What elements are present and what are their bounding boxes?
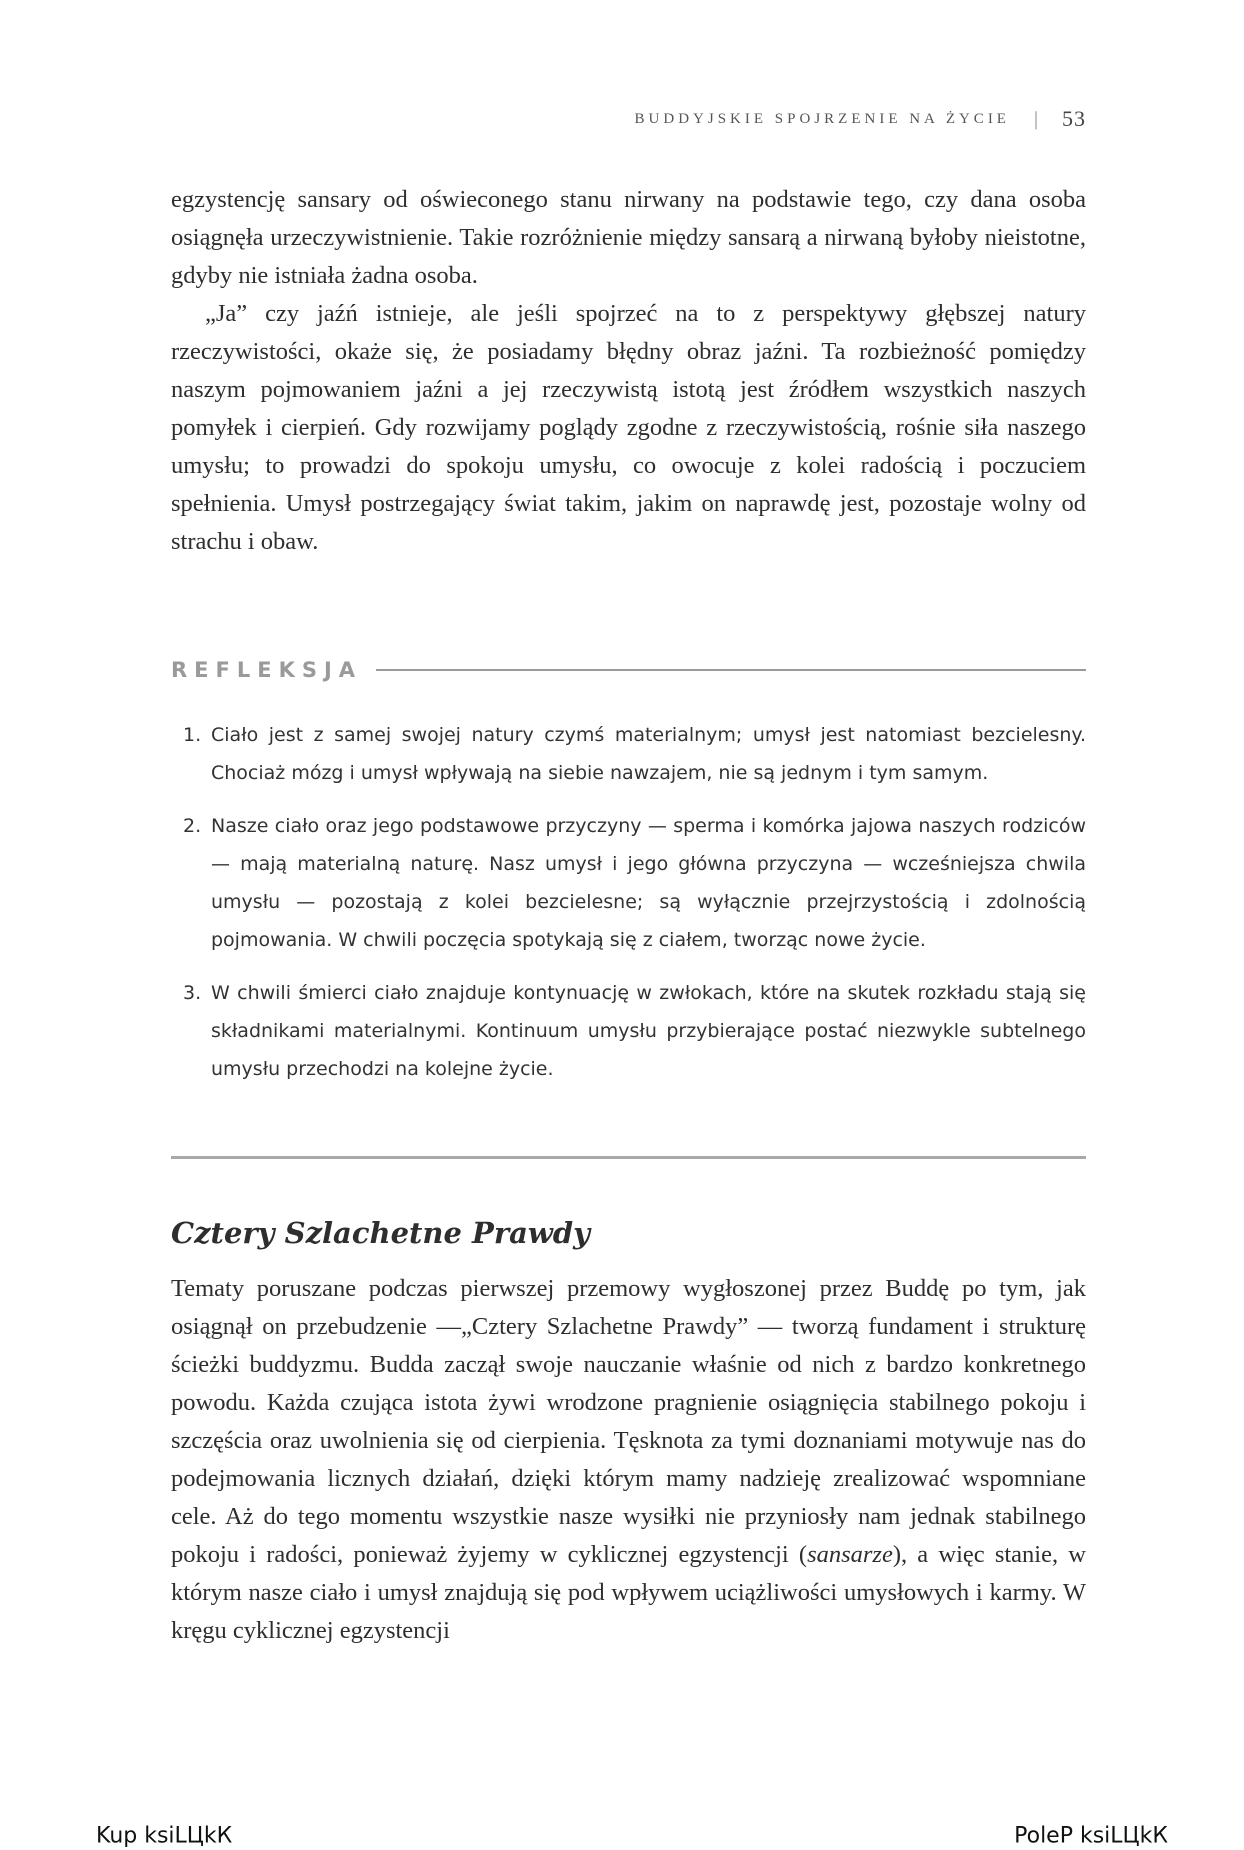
reflection-header (171, 650, 1086, 690)
recommend-book-link[interactable]: PoleР ksiLЦkК (1014, 1823, 1168, 1849)
list-item-text: Ciało jest z samej swojej natury czymś materialnym; umysł jest natomiast bezcielesny. Chociaż mózg i umysł wpływają na siebie nawzajem, nie są jednym i tym samym. (211, 724, 1086, 784)
paragraph-text-end: ), a więc stanie, w którym nasze ciało i umysł znajdują się pod wpływem uciążliwości umysłowych i karmy. W kręgu cyklicznej egzystencji (171, 1541, 1087, 1644)
list-item (171, 807, 1086, 959)
reflection-title: REFLEKSJA (171, 658, 363, 682)
list-item (171, 974, 1086, 1088)
list-item-number: 1. (183, 724, 202, 746)
paragraph-continuation: egzystencję sansary od oświeconego stanu nirwany na podstawie tego, czy dana osoba osiągnęła urzeczywistnienie. Takie rozróżnienie między sansarą a nirwaną byłoby nieistotne, gdyby nie istniała żadna osoba. (171, 186, 1086, 289)
running-head (635, 106, 1086, 132)
section-divider (171, 1156, 1086, 1159)
body-text-top (171, 181, 1086, 561)
list-item-text: W chwili śmierci ciało znajduje kontynuację w zwłokach, które na skutek rozkładu stają się składnikami materialnymi. Kontinuum umysłu przybierające postać niezwykle subtelnego umysłu przechodzi na kolejne życie. (211, 982, 1086, 1080)
reflection-list (171, 716, 1086, 1103)
page-number: 53 (1062, 106, 1086, 131)
buy-book-link[interactable]: Kup ksiLЦkК (96, 1823, 233, 1849)
italic-term: sansarze (807, 1541, 893, 1568)
section-heading: Cztery Szlachetne Prawdy (171, 1216, 591, 1250)
list-item (171, 716, 1086, 792)
paragraph-self: „Ja” czy jaźń istnieje, ale jeśli spojrzeć na to z perspektywy głębszej natury rzeczywistości, okaże się, że posiadamy błędny obraz jaźni. Ta rozbieżność pomiędzy naszym pojmowaniem jaźni a jej rzeczywistą istotą jest źródłem wszystkich naszych pomyłek i cierpień. Gdy rozwijamy poglądy zgodne z rzeczywistością, rośnie siła naszego umysłu; to prowadzi do spokoju umysłu, co owocuje z kolei radością i poczuciem spełnienia. Umysł postrzegający świat takim, jakim on naprawdę jest, pozostaje wolny od strachu i obaw. (171, 300, 1086, 555)
list-item-number: 2. (183, 815, 202, 837)
body-text-bottom (171, 1270, 1086, 1650)
list-item-text: Nasze ciało oraz jego podstawowe przyczyny — sperma i komórka jajowa naszych rodziców — mają materialną naturę. Nasz umysł i jego główna przyczyna — wcześniejsza chwila umysłu — pozostają z kolei bezcielesne; są wyłącznie przejrzystością i zdolnością pojmowania. W chwili poczęcia spotykają się z ciałem, tworząc nowe życie. (211, 815, 1086, 951)
running-head-title: BUDDYJSKIE SPOJRZENIE NA ŻYCIE (634, 110, 1010, 127)
running-head-separator: | (1033, 107, 1038, 130)
list-item-number: 3. (183, 982, 202, 1004)
reflection-rule (376, 669, 1086, 671)
paragraph-text-start: Tematy poruszane podczas pierwszej przemowy wygłoszonej przez Buddę po tym, jak osiągnął on przebudzenie —„Cztery Szlachetne Prawdy” — tworzą fundament i strukturę ścieżki buddyzmu. Budda zaczął swoje nauczanie właśnie od nich z bardzo konkretnego powodu. Każda czująca istota żywi wrodzone pragnienie osiągnięcia stabilnego pokoju i szczęścia oraz uwolnienia się od cierpienia. Tęsknota za tymi doznaniami motywuje nas do podejmowania licznych działań, dzięki którym mamy nadzieję zrealizować wspomniane cele. Aż do tego momentu wszystkie nasze wysiłki nie przyniosły nam jednak stabilnego pokoju i radości, ponieważ żyjemy w cyklicznej egzystencji ( (171, 1275, 1086, 1568)
paragraph-four-truths (171, 1270, 1086, 1650)
